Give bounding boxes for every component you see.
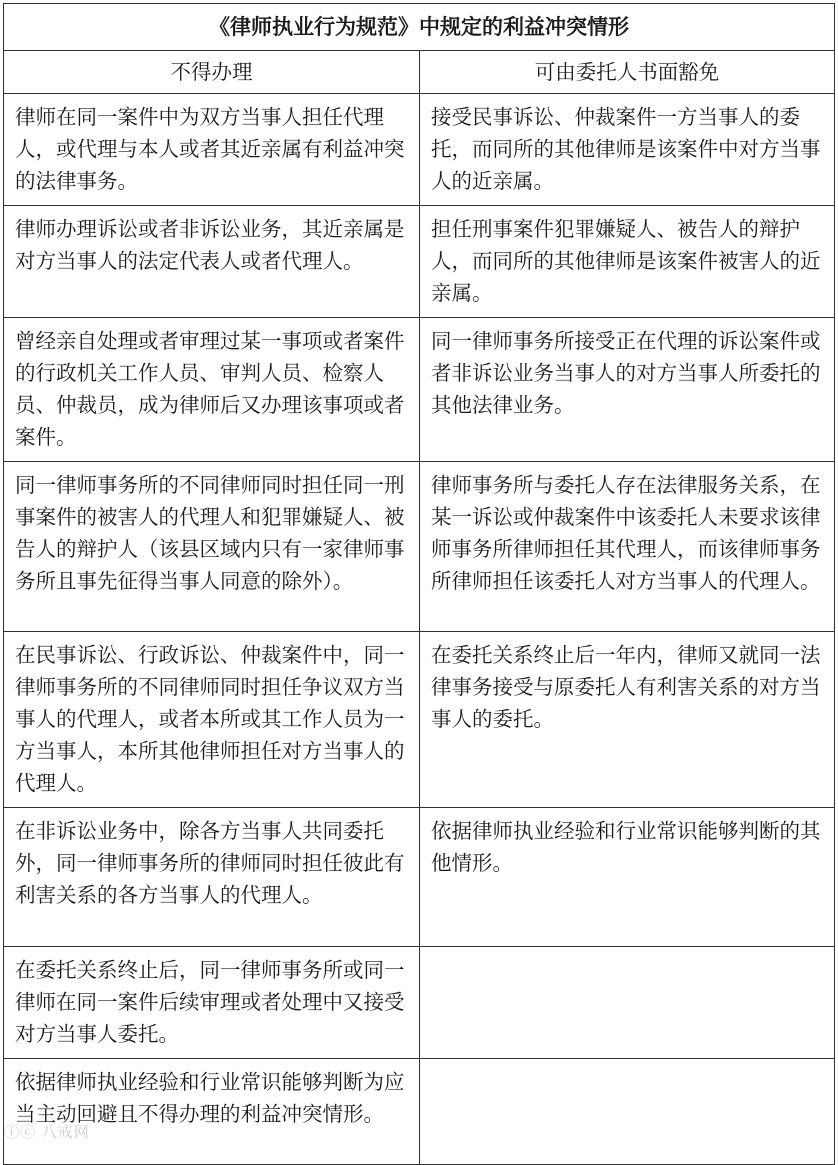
cell-not-allowed: 同一律师事务所的不同律师同时担任同一刑事案件的被害人的代理人和犯罪嫌疑人、被告人的辩护人（该县区域内只有一家律师事务所且事先征得当事人同意的除外）。 bbox=[4, 462, 420, 632]
cell-not-allowed: 在民事诉讼、行政诉讼、仲裁案件中，同一律师事务所的不同律师同时担任争议双方当事人的代理人，或者本所或其工作人员为一方当事人，本所其他律师担任对方当事人的代理人。 bbox=[4, 632, 420, 808]
table-row bbox=[4, 94, 835, 206]
table-row bbox=[4, 947, 835, 1059]
cell-waivable bbox=[420, 947, 835, 1059]
table-row bbox=[4, 1059, 835, 1165]
cell-waivable: 律师事务所与委托人存在法律服务关系，在某一诉讼或仲裁案件中该委托人未要求该律师事务所律师担任其代理人，而该律师事务所律师担任该委托人对方当事人的代理人。 bbox=[420, 462, 835, 632]
table-row bbox=[4, 462, 835, 632]
table-row bbox=[4, 808, 835, 947]
cell-not-allowed: 在非诉讼业务中，除各方当事人共同委托外，同一律师事务所的律师同时担任彼此有利害关系的各方当事人的代理人。 bbox=[4, 808, 420, 947]
cell-waivable: 接受民事诉讼、仲裁案件一方当事人的委托，而同所的其他律师是该案件中对方当事人的近亲属。 bbox=[420, 94, 835, 206]
header-row bbox=[4, 51, 835, 94]
title-row bbox=[4, 4, 835, 51]
conflict-table bbox=[3, 3, 835, 1165]
table-title: 《律师执业行为规范》中规定的利益冲突情形 bbox=[4, 4, 835, 51]
cell-not-allowed: 曾经亲自处理或者审理过某一事项或者案件的行政机关工作人员、审判人员、检察人员、仲裁员，成为律师后又办理该事项或者案件。 bbox=[4, 318, 420, 462]
cell-not-allowed: 在委托关系终止后，同一律师事务所或同一律师在同一案件后续审理或者处理中又接受对方当事人委托。 bbox=[4, 947, 420, 1059]
cell-waivable: 依据律师执业经验和行业常识能够判断的其他情形。 bbox=[420, 808, 835, 947]
cell-not-allowed: 律师办理诉讼或者非诉讼业务，其近亲属是对方当事人的法定代表人或者代理人。 bbox=[4, 206, 420, 318]
header-not-allowed: 不得办理 bbox=[4, 51, 420, 94]
cell-waivable: 同一律师事务所接受正在代理的诉讼案件或者非诉讼业务当事人的对方当事人所委托的其他法律业务。 bbox=[420, 318, 835, 462]
cell-waivable bbox=[420, 1059, 835, 1165]
header-waivable: 可由委托人书面豁免 bbox=[420, 51, 835, 94]
table-row bbox=[4, 318, 835, 462]
table-row bbox=[4, 632, 835, 808]
cell-not-allowed: 律师在同一案件中为双方当事人担任代理人，或代理与本人或者其近亲属有利益冲突的法律事务。 bbox=[4, 94, 420, 206]
cell-not-allowed: 依据律师执业经验和行业常识能够判断为应当主动回避且不得办理的利益冲突情形。 bbox=[4, 1059, 420, 1165]
table-row bbox=[4, 206, 835, 318]
cell-waivable: 在委托关系终止后一年内，律师又就同一法律事务接受与原委托人有利害关系的对方当事人的委托。 bbox=[420, 632, 835, 808]
cell-waivable: 担任刑事案件犯罪嫌疑人、被告人的辩护人，而同所的其他律师是该案件被害人的近亲属。 bbox=[420, 206, 835, 318]
watermark: ⓘⓒ 八戒网 bbox=[4, 1123, 90, 1141]
